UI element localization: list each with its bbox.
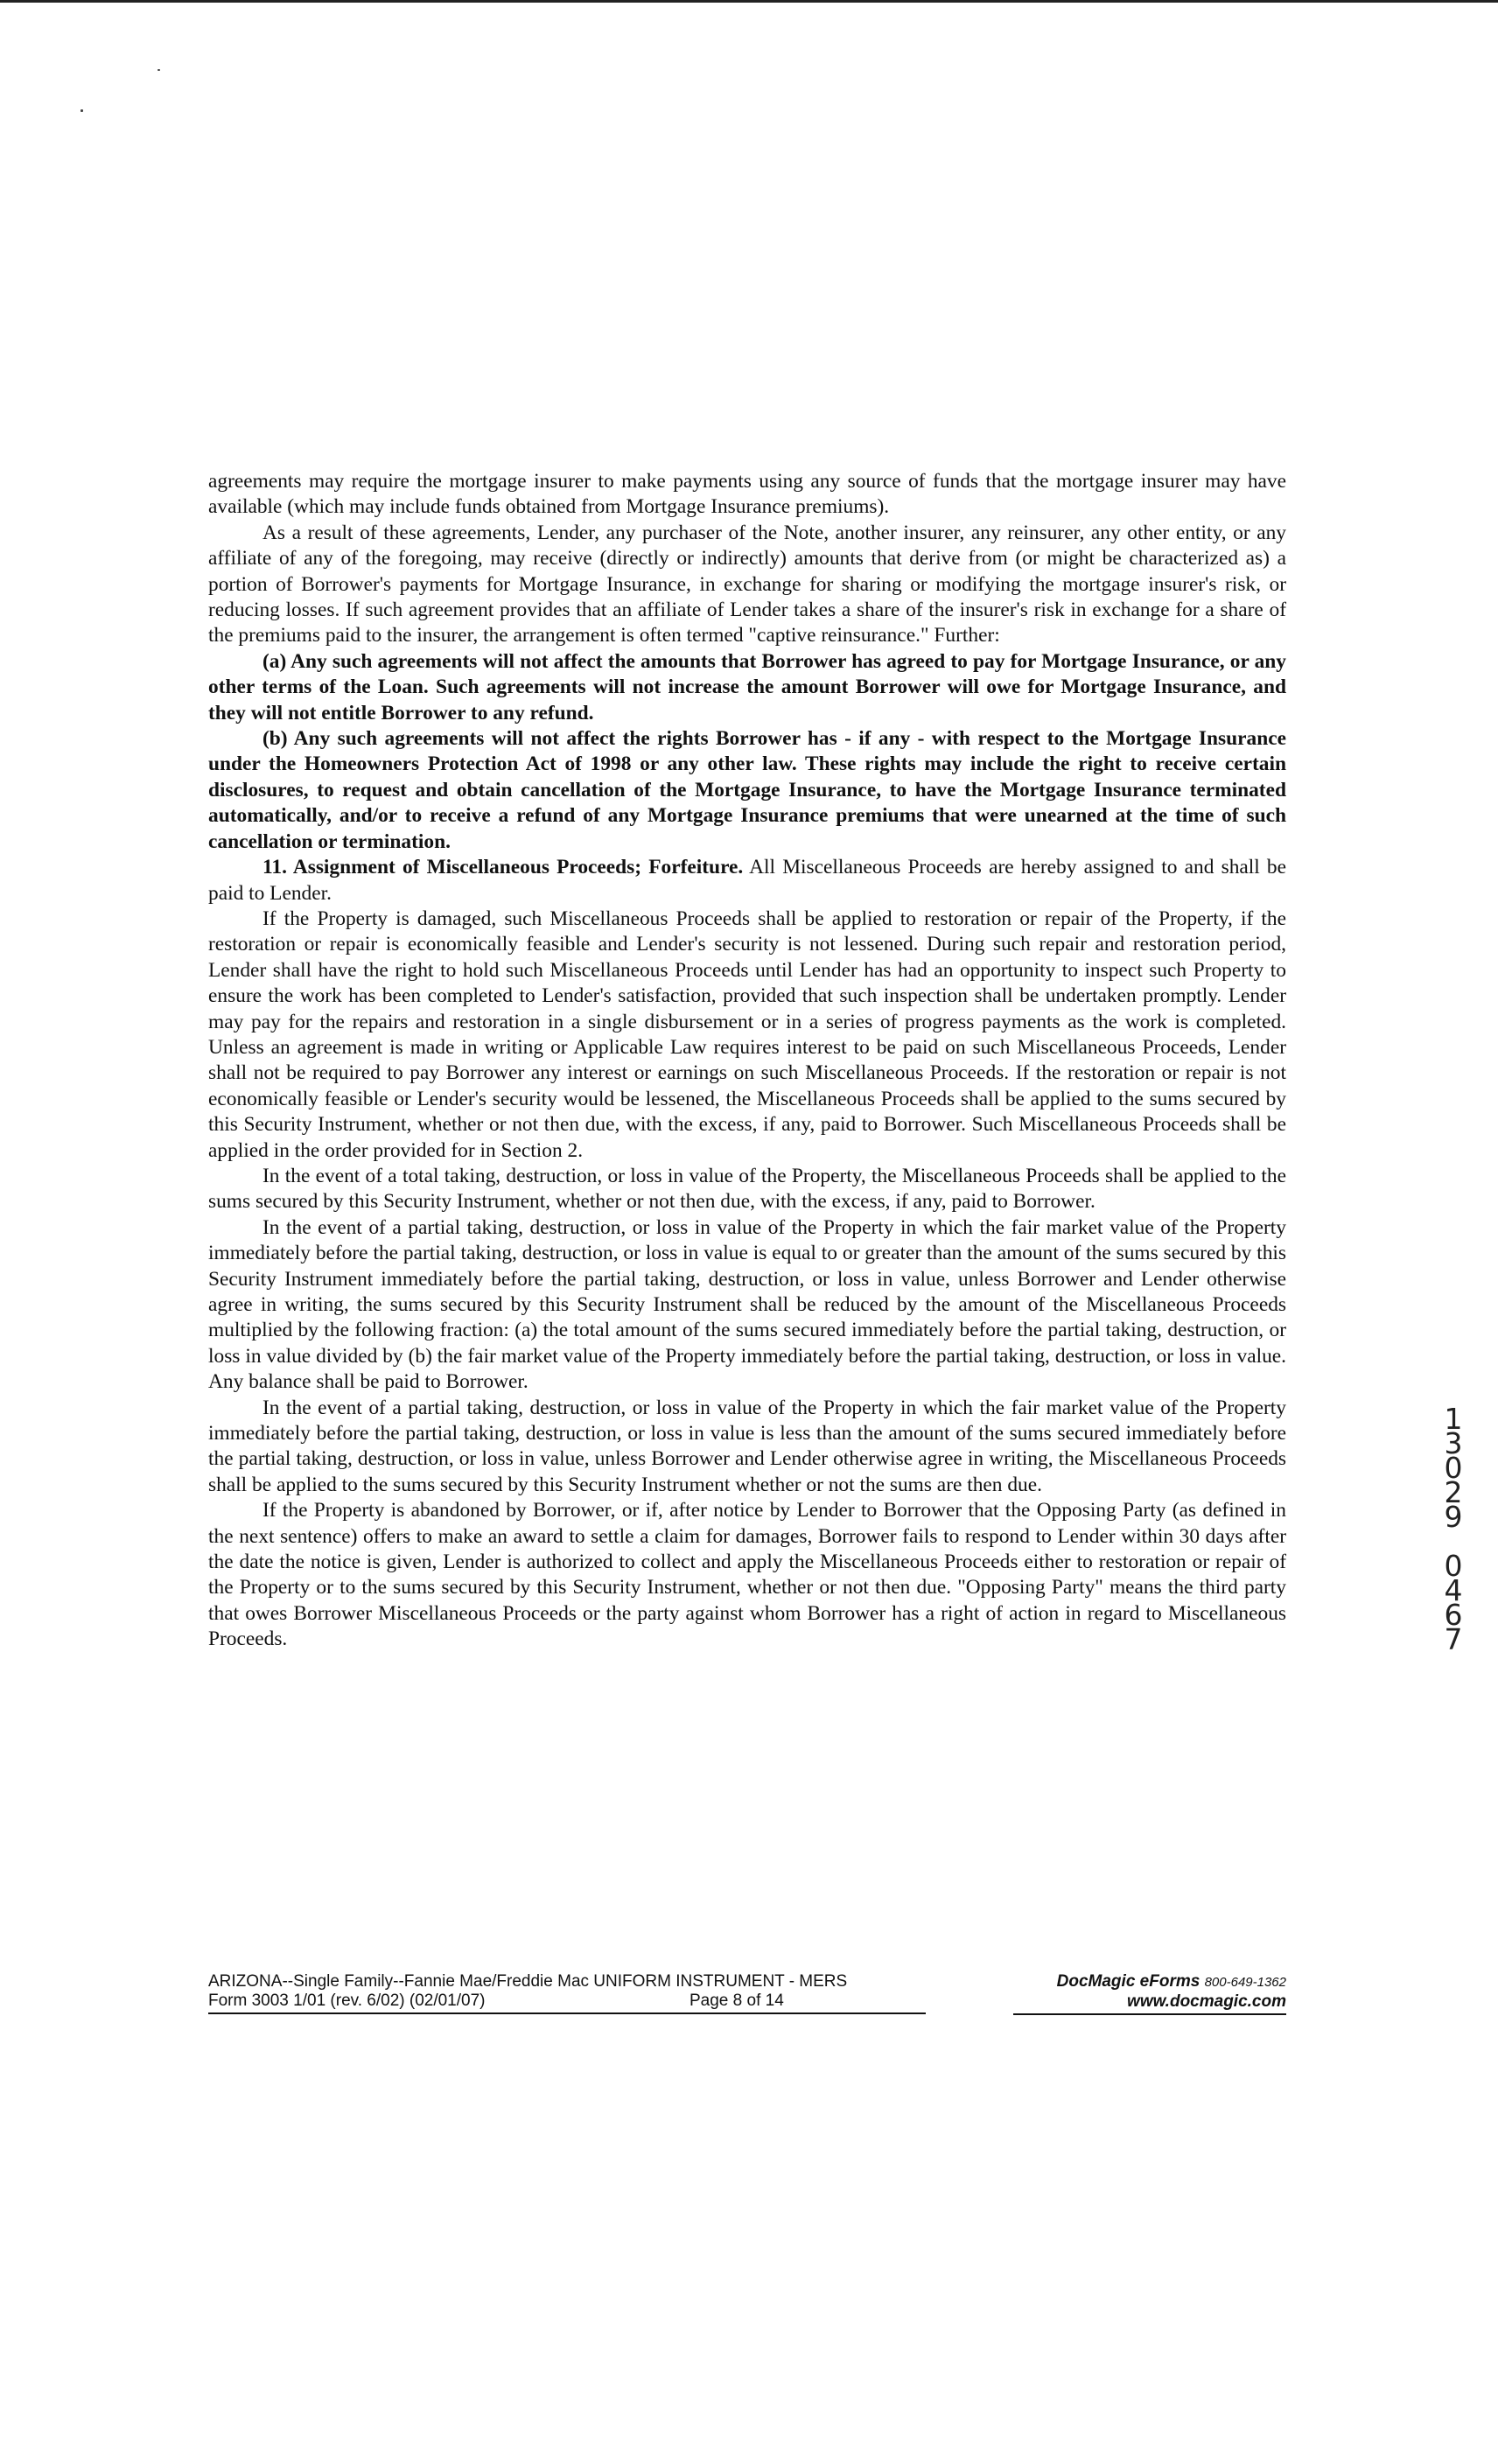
paragraph-total-taking: In the event of a total taking, destruction, or loss in value of the Property, the Miscellaneous Proceeds shall be applied to the sums secured by this Security Instrument, whether or not then due, with the excess, if any, paid to Borrower. xyxy=(208,1164,1286,1214)
footer-form-number: Form 3003 1/01 (rev. 6/02) (02/01/07) xyxy=(208,1992,486,2010)
section-11-text: All Miscellaneous Proceeds are hereby assigned to and shall be paid to Lender. xyxy=(208,856,1287,905)
vendor-phone: 800-649-1362 xyxy=(1204,1975,1286,1990)
vendor-brand: DocMagic eForms xyxy=(1056,1972,1200,1991)
paragraph-captive-reinsurance: As a result of these agreements, Lender, any purchaser of the Note, another insurer, any reinsurer, any other entity, or any affiliate of any of the foregoing, may receive (directly or indirectly) amounts that derive from (or might be characterized as) a portion of Borrower's payments for Mortgage Insurance, in exchange for sharing or modifying the mortgage insurer's risk, or reducing losses. If such agreement provides that an affiliate of Lender takes a share of the insurer's risk in exchange for a share of the premiums paid to the insurer, the arrangement is often termed "captive reinsurance." Further: xyxy=(208,521,1286,648)
recording-number-first: 13029 xyxy=(1444,1402,1463,1534)
paragraph-property-damaged: If the Property is damaged, such Miscellaneous Proceeds shall be applied to restoration or repair of the Property, if the restoration or repair is economically feasible and Lender's security is not lessened. During such repair and restoration period, Lender shall have the right to hold such Miscellaneous Proceeds until Lender has had an opportunity to inspect such Property to ensure the work has been completed to Lender's satisfaction, provided that such inspection shall be undertaken promptly. Lender may pay for the repairs and restoration in a single disbursement or in a series of progress payments as the work is completed. Unless an agreement is made in writing or Applicable Law requires interest to be paid on such Miscellaneous Proceeds, Lender shall not be required to pay Borrower any interest or earnings on such Miscellaneous Proceeds. If the restoration or repair is not economically feasible or Lender's security would be lessened, the Miscellaneous Proceeds shall be applied to the sums secured by this Security Instrument, whether or not then due, with the excess, if any, paid to Borrower. Such Miscellaneous Proceeds shall be applied in the order provided for in Section 2. xyxy=(208,906,1286,1162)
page-number: Page 8 of 14 xyxy=(690,1992,784,2010)
section-11-heading: 11. Assignment of Miscellaneous Proceeds; Forfeiture. xyxy=(262,856,744,879)
footer-vendor xyxy=(1013,1972,1286,2015)
footer-form-info xyxy=(208,1972,926,2014)
recording-number-second: 0467 xyxy=(1444,1549,1463,1656)
recording-number xyxy=(1436,1402,1471,1656)
paragraph-mortgage-insurer-funds: agreements may require the mortgage insurer to make payments using any source of funds that the mortgage insurer may have available (which may include funds obtained from Mortgage Insurance premiums). xyxy=(208,470,1286,519)
paragraph-clause-a: (a) Any such agreements will not affect the amounts that Borrower has agreed to pay for Mortgage Insurance, or any other terms of the Loan. Such agreements will not increase the amount Borrower will owe for Mortgage Insurance, and they will not entitle Borrower to any refund. xyxy=(208,649,1286,724)
document-body xyxy=(208,469,1286,1653)
section-11 xyxy=(208,855,1286,906)
footer-form-title: ARIZONA--Single Family--Fannie Mae/Freddie Mac UNIFORM INSTRUMENT - MERS xyxy=(208,1972,848,1991)
scan-edge xyxy=(0,0,1498,3)
paragraph-clause-b: (b) Any such agreements will not affect the rights Borrower has - if any - with respect to the Mortgage Insurance under the Homeowners Protection Act of 1998 or any other law. These rights may include the right to receive certain disclosures, to request and obtain cancellation of the Mortgage Insurance, to have the Mortgage Insurance terminated automatically, and/or to receive a refund of any Mortgage Insurance premiums that were unearned at the time of such cancellation or termination. xyxy=(208,727,1286,853)
paragraph-partial-taking-less: In the event of a partial taking, destruction, or loss in value of the Property in which the fair market value of the Property immediately before the partial taking, destruction, or loss in value is less than the amount of the sums secured immediately before the partial taking, destruction, or loss in value, unless Borrower and Lender otherwise agree in writing, the Miscellaneous Proceeds shall be applied to the sums secured by this Security Instrument whether or not the sums are then due. xyxy=(208,1396,1286,1496)
paragraph-partial-taking-greater: In the event of a partial taking, destruction, or loss in value of the Property in which the fair market value of the Property immediately before the partial taking, destruction, or loss in value is equal to or greater than the amount of the sums secured by this Security Instrument immediately before the partial taking, destruction, or loss in value, unless Borrower and Lender otherwise agree in writing, the sums secured by this Security Instrument shall be reduced by the amount of the Miscellaneous Proceeds multiplied by the following fraction: (a) the total amount of the sums secured immediately before the partial taking, destruction, or loss in value divided by (b) the fair market value of the Property immediately before the partial taking, destruction, or loss in value. Any balance shall be paid to Borrower. xyxy=(208,1215,1286,1394)
paragraph-abandoned-property: If the Property is abandoned by Borrower, or if, after notice by Lender to Borrower that the Opposing Party (as defined in the next sentence) offers to make an award to settle a claim for damages, Borrower fails to respond to Lender within 30 days after the date the notice is given, Lender is authorized to collect and apply the Miscellaneous Proceeds either to restoration or repair of the Property or to the sums secured by this Security Instrument, whether or not then due. "Opposing Party" means the third party that owes Borrower Miscellaneous Proceeds or the party against whom Borrower has a right of action in regard to Miscellaneous Proceeds. xyxy=(208,1499,1286,1651)
scan-speck xyxy=(80,109,83,112)
scan-speck xyxy=(158,69,160,71)
vendor-url: www.docmagic.com xyxy=(1127,1992,1286,2011)
